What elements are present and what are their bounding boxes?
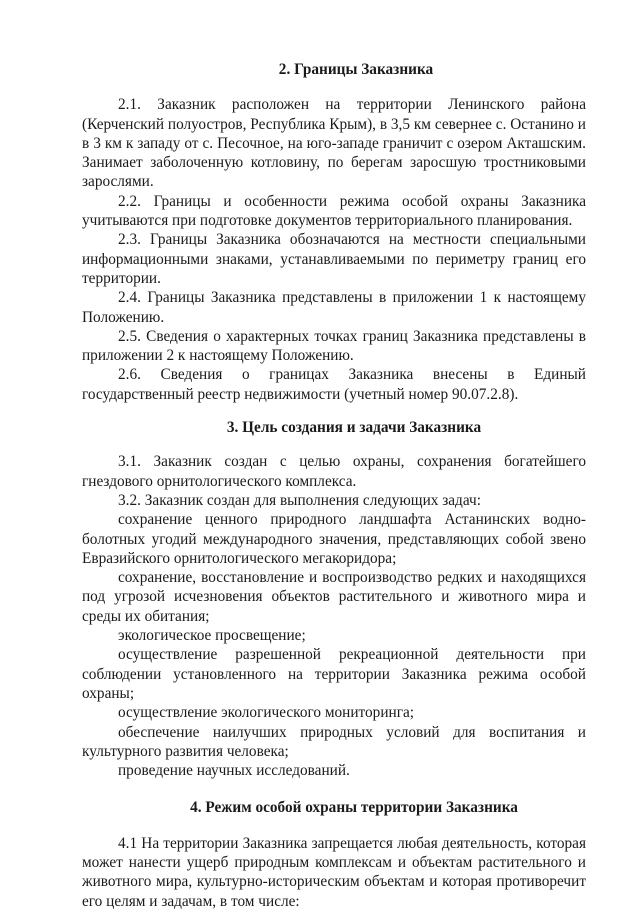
section-3-heading: 3. Цель создания и задачи Заказника	[226, 419, 482, 437]
section-4-heading: 4. Режим особой охраны территории Заказника	[190, 799, 518, 817]
task-item-recreation: осуществление разрешенной рекреационной деятельности при соблюдении установленного на территории Заказника режима особой охраны;	[82, 646, 586, 702]
paragraph-2-6: 2.6. Сведения о границах Заказника внесены в Единый государственный реестр недвижимости (учетный номер 90.07.2.8).	[82, 366, 586, 403]
paragraph-2-5: 2.5. Сведения о характерных точках границ Заказника представлены в приложении 2 к настоящему Положению.	[82, 327, 586, 365]
section-2-heading: 2. Границы Заказника	[278, 61, 434, 78]
task-item-education: экологическое просвещение;	[118, 627, 306, 645]
paragraph-3-2: 3.2. Заказник создан для выполнения следующих задач:	[118, 491, 481, 509]
paragraph-2-3: 2.3. Границы Заказника обозначаются на местности специальными информационными знаками, устанавливаемыми по периметру границ его территории.	[82, 231, 586, 287]
document-body	[82, 60, 586, 911]
paragraph-2-1: 2.1. Заказник расположен на территории Ленинского района (Керченский полуостров, Республика Крым), в 3,5 км севернее с. Останино и в 3 км к западу от с. Песочное, на юго-западе граничит с озером Акташским. Занимает заболоченную котловину, по берегам заросшую тростниковыми зарослями.	[82, 96, 586, 191]
task-item-research: проведение научных исследований.	[118, 762, 350, 780]
paragraph-3-1: 3.1. Заказник создан с целью охраны, сохранения богатейшего гнездового орнитологического комплекса.	[82, 453, 586, 490]
task-item-monitoring: осуществление экологического мониторинга;	[118, 704, 415, 722]
task-item-upbringing: обеспечение наилучших природных условий для воспитания и культурного развития человека;	[82, 723, 586, 760]
task-item-species: сохранение, восстановление и воспроизводство редких и находящихся под угрозой исчезновения объектов растительного и животного мира и среды их обитания;	[82, 569, 586, 625]
paragraph-4-1: 4.1 На территории Заказника запрещается любая деятельность, которая может нанести ущерб природным комплексам и объектам растительного и животного мира, культурно-историческим объектам и которая противоречит его целям и задачам, в том числе:	[82, 834, 586, 910]
paragraph-2-4: 2.4. Границы Заказника представлены в приложении 1 к настоящему Положению.	[82, 289, 586, 326]
task-item-landscape: сохранение ценного природного ландшафта Астанинских водно-болотных угодий международного значения, представляющих собой звено Евразийского орнитологического мегакоридора;	[82, 511, 586, 567]
paragraph-2-2: 2.2. Границы и особенности режима особой охраны Заказника учитываются при подготовке документов территориального планирования.	[82, 192, 586, 230]
